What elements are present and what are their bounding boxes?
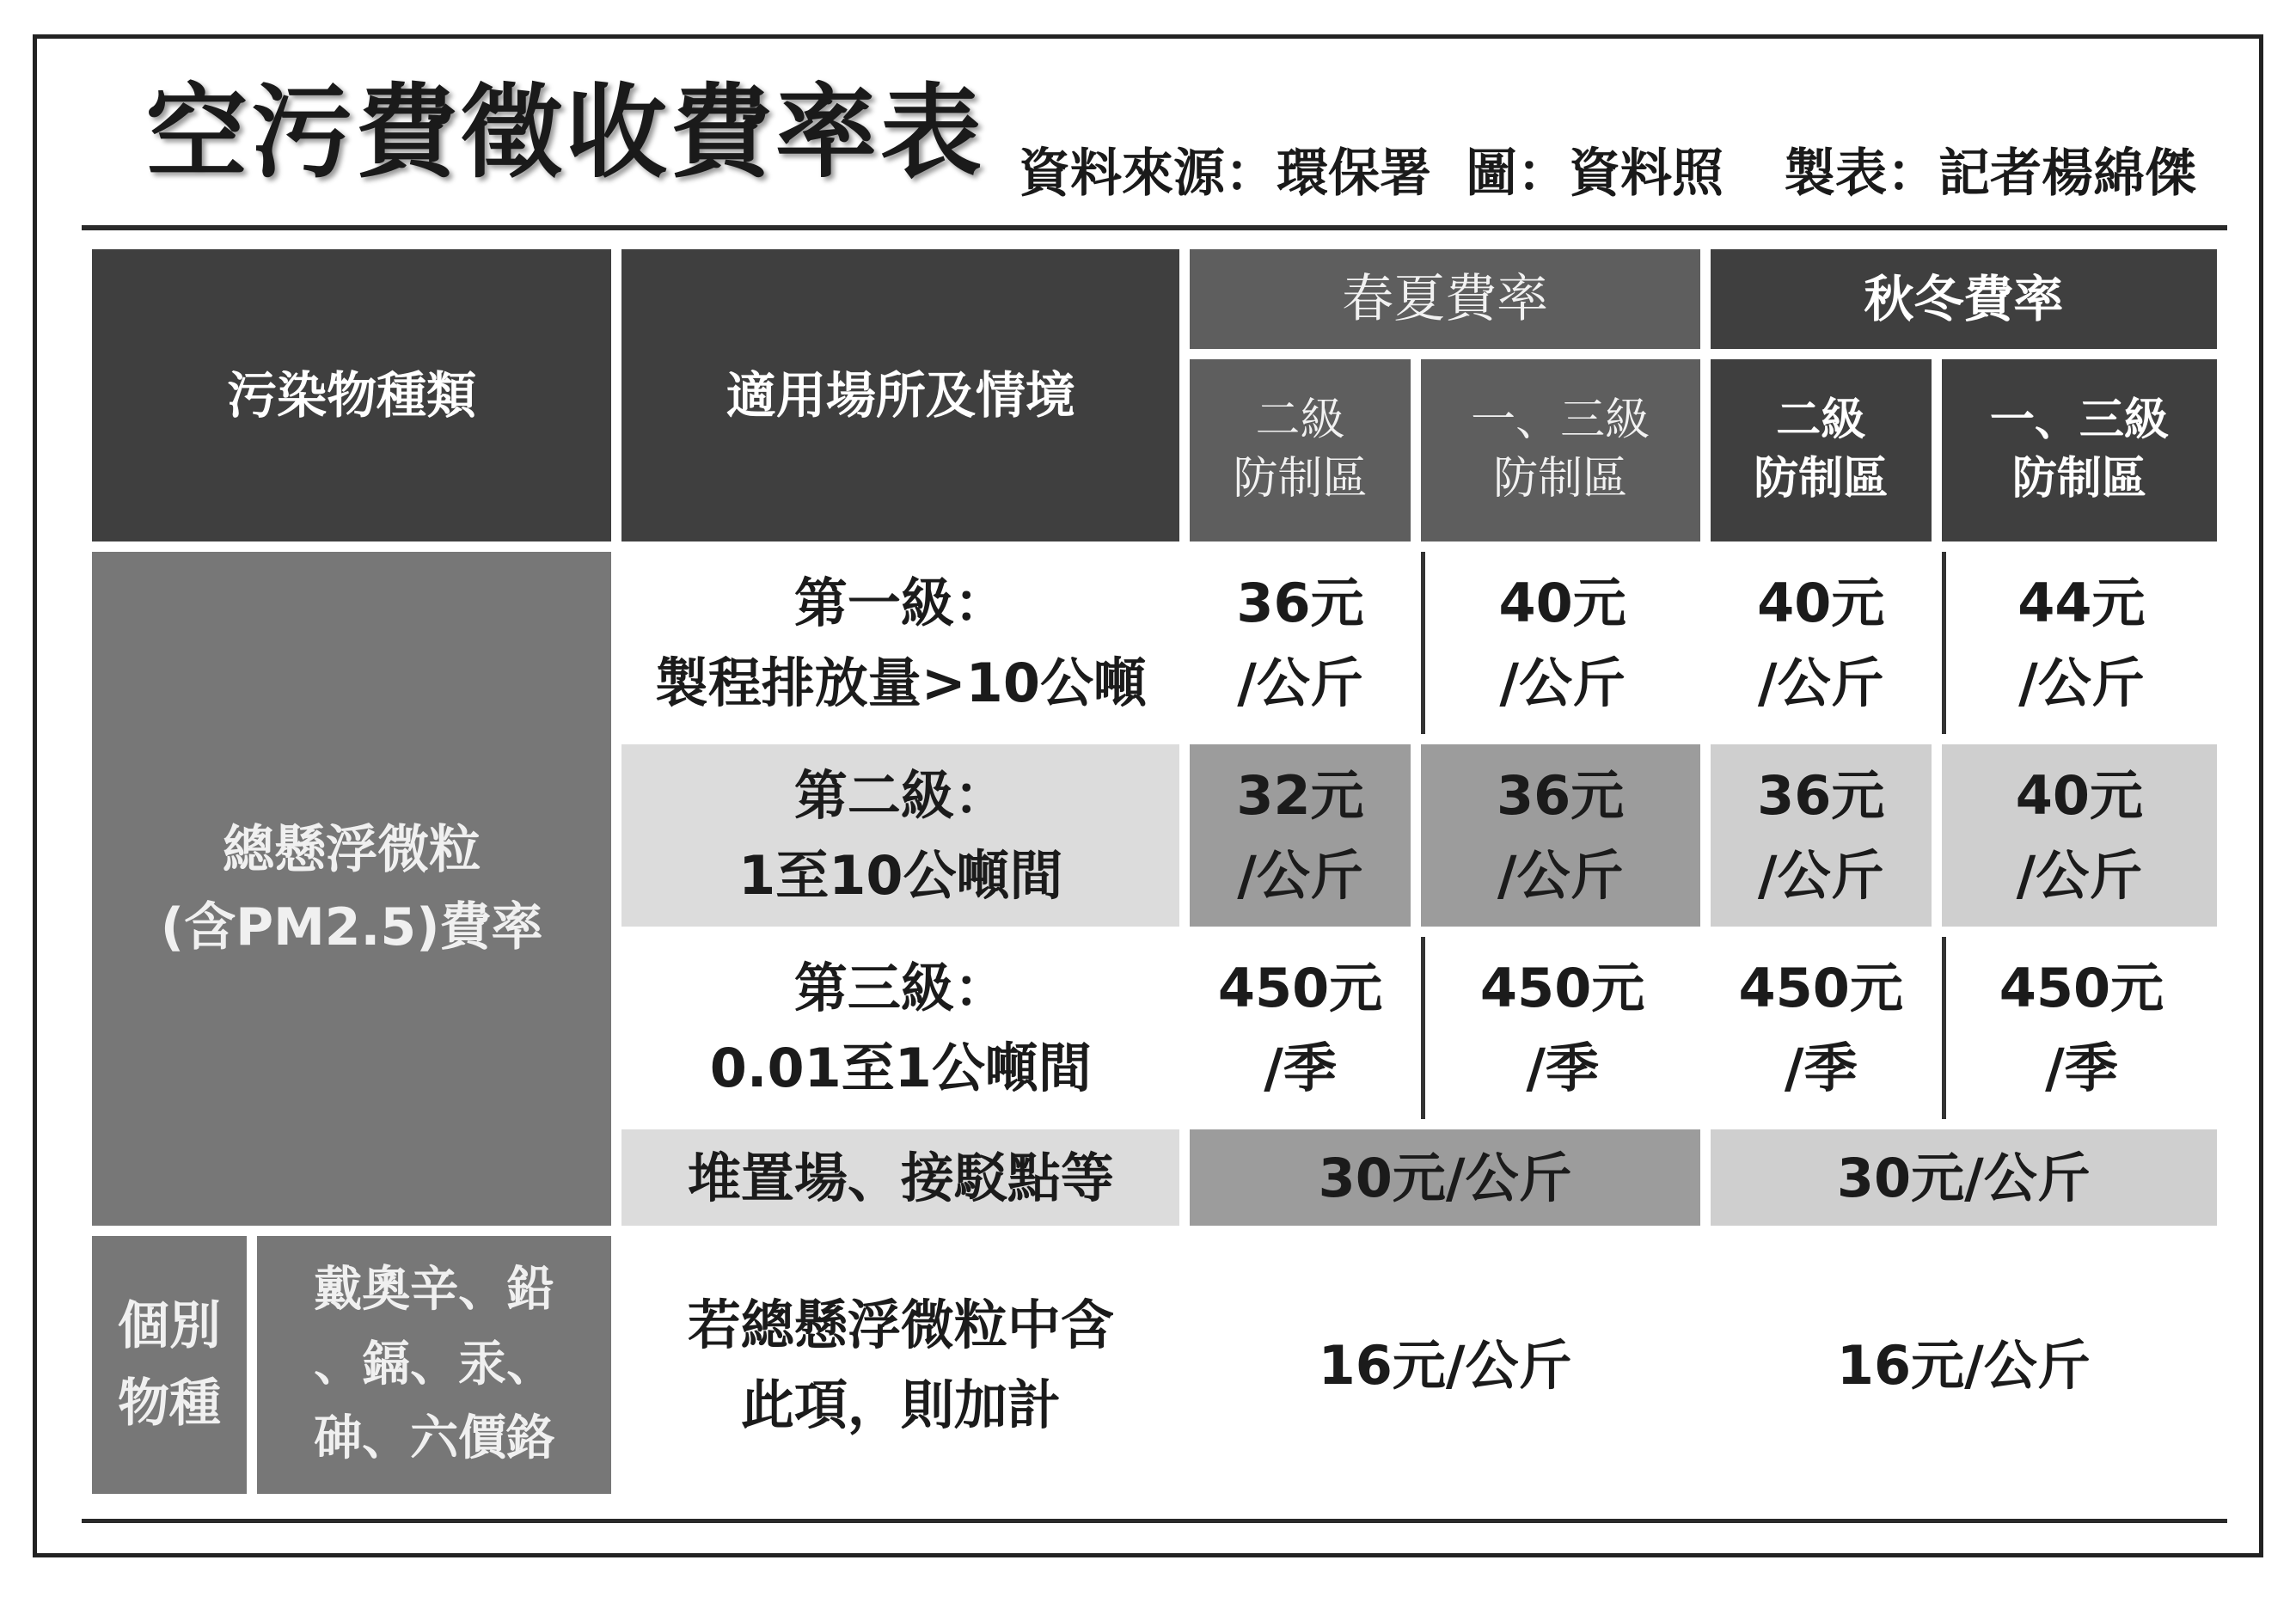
rate-l3-ss-zone13: 450元 /季 — [1421, 937, 1700, 1119]
scenario-level2: 第二級： 1至10公噸間 — [621, 744, 1179, 927]
rate-l2-aw-zone2: 36元 /公斤 — [1711, 744, 1932, 927]
rate-l3-aw-zone13: 450元 /季 — [1942, 937, 2217, 1119]
scenario-level1: 第一級： 製程排放量>10公噸 — [621, 552, 1179, 734]
maker-credit: 製表：記者楊綿傑 — [1784, 144, 2196, 204]
scenario-individual: 若總懸浮微粒中含 此項，則加計 — [621, 1236, 1179, 1494]
rate-l2-ss-zone2: 32元 /公斤 — [1190, 744, 1410, 927]
individual-species-list: 戴奧辛、鉛 、鎘、汞、 砷、六價鉻 — [257, 1236, 611, 1494]
header-aw-zone13: 一、三級 防制區 — [1942, 359, 2217, 542]
header-ss-zone13: 一、三級 防制區 — [1421, 359, 1700, 542]
rate-l1-aw-zone13: 44元 /公斤 — [1942, 552, 2217, 734]
rate-l2-aw-zone13: 40元 /公斤 — [1942, 744, 2217, 927]
header-spring-summer: 春夏費率 — [1190, 249, 1699, 349]
page-title: 空污費徵收費率表 — [146, 73, 986, 192]
header-ss-zone2: 二級 防制區 — [1190, 359, 1410, 542]
header-pollutant: 污染物種類 — [92, 249, 611, 542]
rate-l3-ss-zone2: 450元 /季 — [1190, 937, 1410, 1119]
source-credit: 資料來源：環保署 — [1019, 144, 1431, 204]
scenario-level3: 第三級： 0.01至1公噸間 — [621, 937, 1179, 1119]
rate-l1-ss-zone2: 36元 /公斤 — [1190, 552, 1410, 734]
rate-l2-ss-zone13: 36元 /公斤 — [1421, 744, 1700, 927]
rate-stockpile-aw: 30元/公斤 — [1711, 1129, 2217, 1226]
individual-species-label: 個別 物種 — [92, 1236, 247, 1494]
scenario-stockpile: 堆置場、接駁點等 — [621, 1129, 1179, 1226]
rate-individual-ss: 16元/公斤 — [1190, 1236, 1699, 1494]
top-rule — [82, 225, 2227, 230]
rate-l1-ss-zone13: 40元 /公斤 — [1421, 552, 1700, 734]
rate-stockpile-ss: 30元/公斤 — [1190, 1129, 1699, 1226]
fee-table — [82, 239, 2227, 1504]
image-credit: 圖：資料照 — [1466, 144, 1724, 204]
rate-individual-aw: 16元/公斤 — [1711, 1236, 2217, 1494]
rate-l1-aw-zone2: 40元 /公斤 — [1711, 552, 1932, 734]
header-scenario: 適用場所及情境 — [621, 249, 1179, 542]
header-autumn-winter: 秋冬費率 — [1711, 249, 2217, 349]
header-aw-zone2: 二級 防制區 — [1711, 359, 1932, 542]
bottom-rule — [82, 1519, 2227, 1523]
rate-l3-aw-zone2: 450元 /季 — [1711, 937, 1932, 1119]
tsp-label: 總懸浮微粒 (含PM2.5)費率 — [92, 552, 611, 1226]
